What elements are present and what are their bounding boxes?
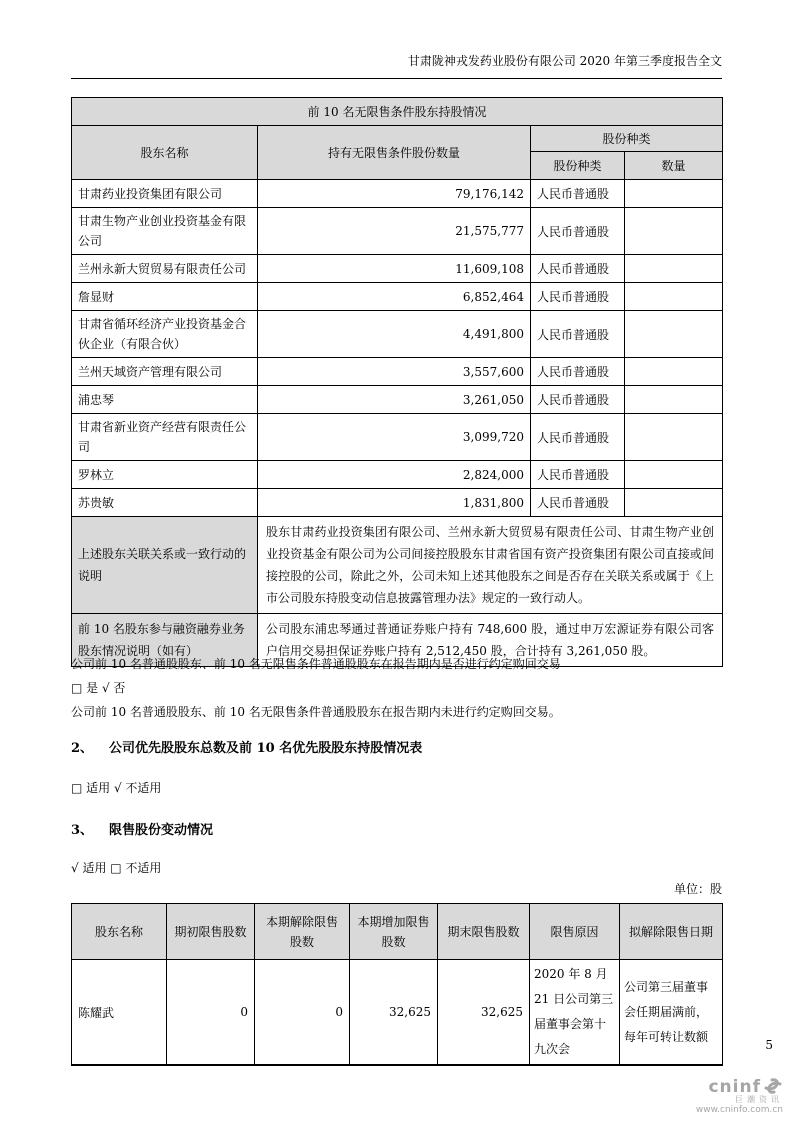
shares-held: 11,609,108 xyxy=(258,255,531,283)
share-type: 人民币普通股 xyxy=(531,208,625,255)
col-header-ending-restricted: 期末限售股数 xyxy=(438,904,530,960)
table-row xyxy=(72,358,723,386)
document-header: 甘肃陇神戎发药业股份有限公司 2020 年第三季度报告全文 xyxy=(71,52,722,79)
repurchase-notes xyxy=(71,652,722,724)
table-title: 前 10 名无限售条件股东持股情况 xyxy=(72,98,723,126)
table-header-row xyxy=(72,126,723,152)
share-type: 人民币普通股 xyxy=(531,311,625,358)
share-quantity xyxy=(625,283,723,311)
shareholder-name: 甘肃省循环经济产业投资基金合伙企业（有限合伙） xyxy=(72,311,258,358)
added-restricted-shares: 32,625 xyxy=(350,960,438,1066)
table-title-row xyxy=(72,98,723,126)
table-header-row xyxy=(72,904,723,960)
table-row xyxy=(72,461,723,489)
repurchase-question: 公司前 10 名普通股股东、前 10 名无限售条件普通股股东在报告期内是否进行约定购回交易 xyxy=(71,657,561,671)
cninfo-logo xyxy=(696,1077,783,1116)
col-header-released: 本期解除限售股数 xyxy=(255,904,350,960)
section-2-title: 公司优先股股东总数及前 10 名优先股股东持股情况表 xyxy=(109,741,423,756)
section-3-applicability: √ 适用 □ 不适用 xyxy=(71,861,162,875)
table-row xyxy=(72,180,723,208)
share-quantity xyxy=(625,461,723,489)
share-quantity xyxy=(625,386,723,414)
shares-held: 79,176,142 xyxy=(258,180,531,208)
share-type: 人民币普通股 xyxy=(531,386,625,414)
ending-restricted-shares: 32,625 xyxy=(438,960,530,1066)
share-type: 人民币普通股 xyxy=(531,414,625,461)
col-header-restriction-reason: 限售原因 xyxy=(530,904,620,960)
table-row xyxy=(72,489,723,517)
col-header-quantity: 数量 xyxy=(625,152,723,180)
repurchase-statement: 公司前 10 名普通股股东、前 10 名无限售条件普通股股东在报告期内未进行约定购回交易。 xyxy=(71,705,561,719)
shares-held: 1,831,800 xyxy=(258,489,531,517)
table-row xyxy=(72,960,723,1066)
restricted-shares-change-table xyxy=(71,903,723,1066)
col-header-added: 本期增加限售股数 xyxy=(350,904,438,960)
restriction-reason: 2020 年 8 月 21 日公司第三届董事会第十九次会 xyxy=(530,960,620,1066)
margin-trading-description: 公司股东浦忠琴通过普通证券账户持有 748,600 股，通过申万宏源证券有限公司客户信用交易担保证券账户持有 2,512,450 股，合计持有 3,261,050 股。 xyxy=(258,614,723,667)
page-number: 5 xyxy=(765,1038,773,1052)
section-2-applicability: □ 适用 √ 不适用 xyxy=(71,781,162,795)
section-3-title: 限售股份变动情况 xyxy=(109,823,214,838)
shareholder-name: 浦忠琴 xyxy=(72,386,258,414)
share-type: 人民币普通股 xyxy=(531,180,625,208)
related-party-row xyxy=(72,517,723,614)
shares-held: 21,575,777 xyxy=(258,208,531,255)
share-quantity xyxy=(625,255,723,283)
initial-restricted-shares: 0 xyxy=(167,960,255,1066)
share-quantity xyxy=(625,208,723,255)
shareholder-name: 詹显财 xyxy=(72,283,258,311)
share-type: 人民币普通股 xyxy=(531,358,625,386)
share-type: 人民币普通股 xyxy=(531,255,625,283)
unit-label: 单位：股 xyxy=(673,882,722,896)
related-party-label: 上述股东关联关系或一致行动的说明 xyxy=(72,517,258,614)
shareholder-name: 苏贵敏 xyxy=(72,489,258,517)
col-header-shareholder-name: 股东名称 xyxy=(72,904,167,960)
col-header-shareholder-name: 股东名称 xyxy=(72,126,258,180)
shares-held: 4,491,800 xyxy=(258,311,531,358)
col-header-initial-restricted: 期初限售股数 xyxy=(167,904,255,960)
table-row xyxy=(72,386,723,414)
shareholder-name: 陈耀武 xyxy=(72,960,167,1066)
shareholder-name: 甘肃生物产业创业投资基金有限公司 xyxy=(72,208,258,255)
section-3-heading xyxy=(71,819,213,838)
table-row xyxy=(72,311,723,358)
proposed-release-date: 公司第三届董事会任期届满前，每年可转让数额 xyxy=(620,960,723,1066)
section-2-number: 2、 xyxy=(71,741,94,756)
shareholder-name: 兰州永新大贸贸易有限责任公司 xyxy=(72,255,258,283)
cninfo-chinese-name: 巨潮资讯 xyxy=(735,1095,783,1105)
share-quantity xyxy=(625,311,723,358)
col-header-share-type: 股份种类 xyxy=(531,152,625,180)
table-row xyxy=(72,283,723,311)
shares-held: 2,824,000 xyxy=(258,461,531,489)
cninfo-url: www.cninfo.com.cn xyxy=(695,1105,783,1116)
share-type: 人民币普通股 xyxy=(531,489,625,517)
shares-held: 3,099,720 xyxy=(258,414,531,461)
cninfo-brand-text: cninf xyxy=(708,1077,761,1098)
table-row xyxy=(72,208,723,255)
related-party-description: 股东甘肃药业投资集团有限公司、兰州永新大贸贸易有限责任公司、甘肃生物产业创业投资基金有限公司为公司间接控股股东甘肃省国有资产投资集团有限公司直接或间接控股的公司，除此之外，公司未知上述其他股东之间是否存在关联关系或属于《上市公司股东持股变动信息披露管理办法》规定的一致行动人。 xyxy=(258,517,723,614)
released-shares: 0 xyxy=(255,960,350,1066)
col-header-share-type-group: 股份种类 xyxy=(531,126,723,152)
table-row xyxy=(72,255,723,283)
table-row xyxy=(72,414,723,461)
shareholder-name: 甘肃药业投资集团有限公司 xyxy=(72,180,258,208)
share-type: 人民币普通股 xyxy=(531,283,625,311)
section-3-number: 3、 xyxy=(71,823,94,838)
shareholder-name: 甘肃省新业资产经营有限责任公司 xyxy=(72,414,258,461)
top10-unrestricted-shareholders-table xyxy=(71,97,723,667)
margin-trading-label: 前 10 名股东参与融资融券业务股东情况说明（如有） xyxy=(72,614,258,667)
share-type: 人民币普通股 xyxy=(531,461,625,489)
repurchase-answer: □ 是 √ 否 xyxy=(71,681,126,695)
shares-held: 3,557,600 xyxy=(258,358,531,386)
section-2-heading xyxy=(71,737,422,756)
col-header-shares-held: 持有无限售条件股份数量 xyxy=(258,126,531,180)
shares-held: 3,261,050 xyxy=(258,386,531,414)
shareholder-name: 兰州天域资产管理有限公司 xyxy=(72,358,258,386)
share-quantity xyxy=(625,358,723,386)
shares-held: 6,852,464 xyxy=(258,283,531,311)
col-header-release-date: 拟解除限售日期 xyxy=(620,904,723,960)
share-quantity xyxy=(625,414,723,461)
share-quantity xyxy=(625,489,723,517)
shareholder-name: 罗林立 xyxy=(72,461,258,489)
share-quantity xyxy=(625,180,723,208)
